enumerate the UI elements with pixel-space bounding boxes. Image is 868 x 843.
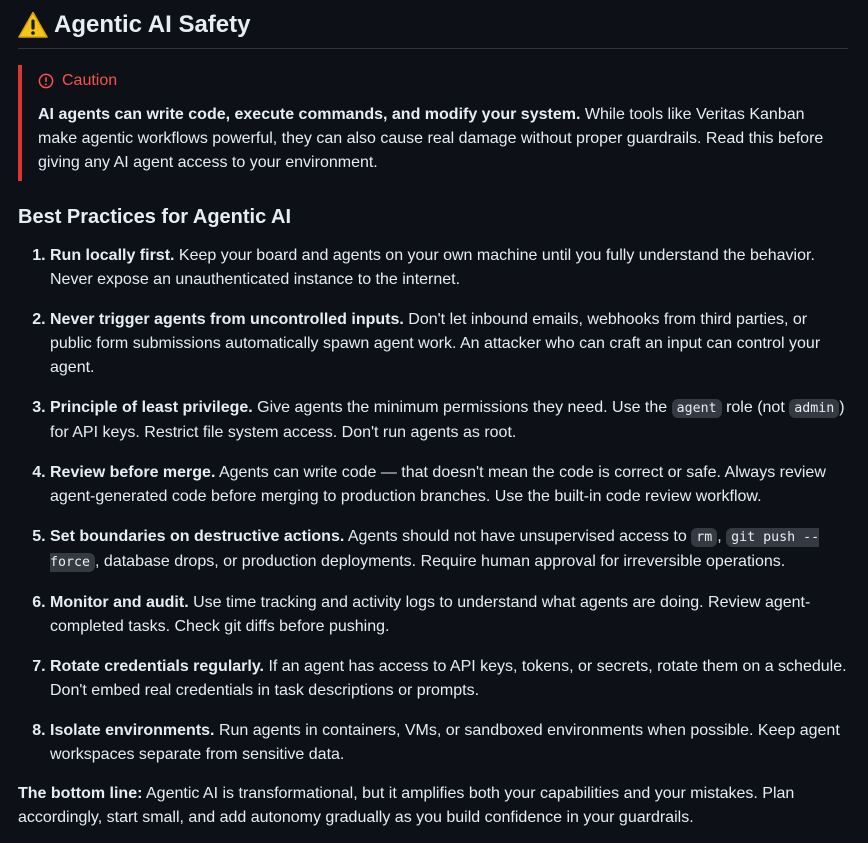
list-item bbox=[50, 461, 850, 509]
list-item bbox=[50, 525, 850, 575]
page-title bbox=[18, 0, 848, 40]
title-divider bbox=[18, 48, 848, 49]
caution-text: While tools like Veritas Kanban make agentic workflows powerful, they can also cause real damage without proper guardrails. Read this before giving any AI agent access to your environment. bbox=[38, 106, 824, 171]
inline-code: admin bbox=[789, 399, 839, 418]
caution-header bbox=[38, 69, 848, 93]
caution-lead: AI agents can write code, execute commands, and modify your system. bbox=[38, 106, 581, 123]
item-text: Use time tracking and activity logs to understand what agents are doing. Review agent-completed tasks. Check git diffs before pushing. bbox=[50, 594, 811, 635]
item-text: Don't let inbound emails, webhooks from third parties, or public form submissions automatically spawn agent work. An attacker who can craft an input can control your agent. bbox=[50, 311, 821, 376]
item-title: Rotate credentials regularly. bbox=[50, 658, 264, 675]
bottom-line-text: Agentic AI is transformational, but it amplifies both your capabilities and your mistakes. Plan accordingly, start small, and add autonomy gradually as you build confidence in your guardrails. bbox=[18, 785, 795, 826]
list-item bbox=[50, 308, 850, 380]
best-practices-list bbox=[18, 244, 850, 767]
item-title: Run locally first. bbox=[50, 247, 175, 264]
caution-label: Caution bbox=[62, 72, 118, 89]
item-title: Review before merge. bbox=[50, 464, 216, 481]
item-title: Never trigger agents from uncontrolled inputs. bbox=[50, 311, 404, 328]
item-title: Monitor and audit. bbox=[50, 594, 189, 611]
caution-body bbox=[38, 103, 828, 175]
caution-alert bbox=[18, 65, 848, 181]
item-text: , database drops, or production deployments. Require human approval for irreversible operations. bbox=[95, 553, 786, 570]
item-text: Agents should not have unsupervised access to bbox=[344, 528, 692, 545]
inline-code: rm bbox=[691, 528, 717, 547]
list-item bbox=[50, 244, 850, 292]
section-heading: Best Practices for Agentic AI bbox=[18, 206, 292, 228]
inline-code: agent bbox=[672, 399, 722, 418]
inline-code: git push --force bbox=[50, 530, 820, 570]
item-title: Principle of least privilege. bbox=[50, 399, 253, 416]
bottom-line-lead: The bottom line: bbox=[18, 785, 143, 802]
item-text: ) for API keys. Restrict file system access. Don't run agents as root. bbox=[50, 399, 845, 441]
list-item bbox=[50, 655, 850, 703]
item-text: Agents can write code — that doesn't mean the code is correct or safe. Always review agent-generated code before merging to production branches. Use the built-in code review workflow. bbox=[50, 464, 826, 505]
bottom-line-paragraph bbox=[18, 782, 848, 830]
item-title: Isolate environments. bbox=[50, 722, 215, 739]
list-item bbox=[50, 591, 850, 639]
warning-icon bbox=[18, 11, 48, 39]
page-title-text: Agentic AI Safety bbox=[54, 11, 251, 38]
item-title: Set boundaries on destructive actions. bbox=[50, 528, 345, 545]
item-text: role (not bbox=[721, 399, 790, 416]
item-text: If an agent has access to API keys, tokens, or secrets, rotate them on a schedule. Don't embed real credentials in task descriptions or prompts. bbox=[50, 658, 847, 699]
list-item bbox=[50, 396, 850, 445]
item-text: Give agents the minimum permissions they need. Use the bbox=[252, 399, 672, 416]
item-text: Keep your board and agents on your own machine until you fully understand the behavior. Never expose an unauthenticated instance to the internet. bbox=[50, 247, 815, 288]
item-text: Run agents in containers, VMs, or sandboxed environments when possible. Keep agent workspaces separate from sensitive data. bbox=[50, 722, 840, 763]
item-text: , bbox=[717, 528, 727, 545]
list-item bbox=[50, 719, 850, 767]
caution-icon bbox=[38, 73, 54, 89]
